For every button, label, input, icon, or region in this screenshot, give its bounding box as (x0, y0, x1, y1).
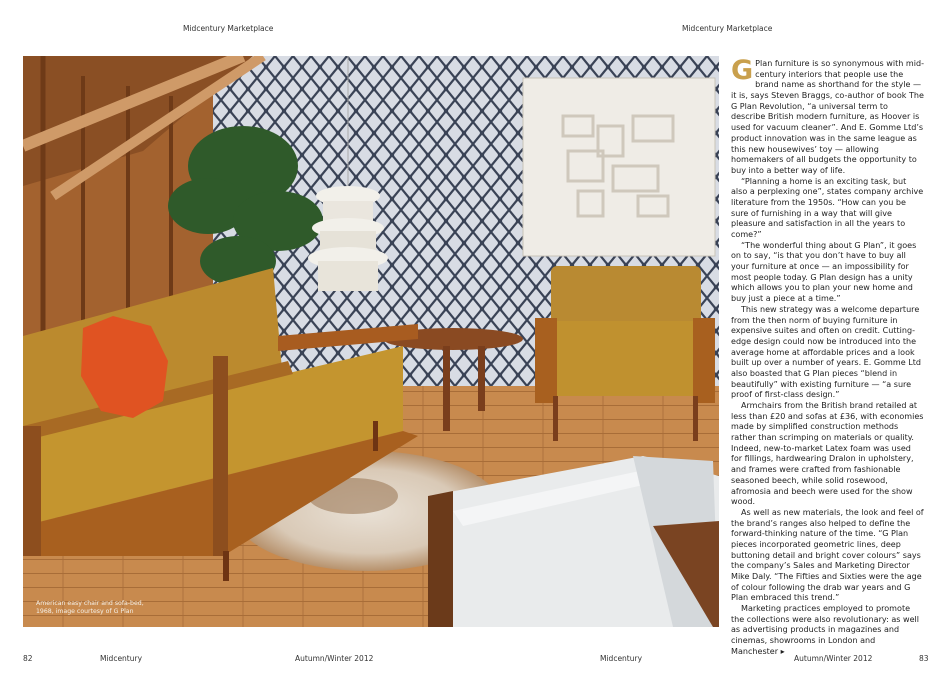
page-number-right: 83 (919, 654, 929, 663)
article-body (731, 55, 925, 658)
running-head-right: Midcentury Marketplace (682, 24, 773, 33)
page-number-left: 82 (23, 654, 33, 663)
issue-season-right: Autumn/Winter 2012 (794, 654, 873, 663)
magazine-name-right: Midcentury (600, 654, 643, 663)
article-paragraph: G Plan furniture is so synonymous with mid-century interiors that people use the brand name as shorthand for the style — it is, says Steven Braggs, co-author of book The G Plan Revolution, “a universal term to describe British modern furniture, as Hoover is used for vacuum cleaner”. And E. Gomme Ltd’s product innovation was in the same league as this new housewives’ toy — allowing homemakers of all budgets the opportunity to buy into a better way of life. (731, 55, 925, 175)
article-paragraph: Marketing practices employed to promote the collections were also revolutionary: as well as advertising products in magazines and cinemas, showrooms in London and Manchester ▸ (731, 604, 920, 656)
running-head-left: Midcentury Marketplace (183, 24, 274, 33)
article-paragraph: “The wonderful thing about G Plan”, it goes on to say, “is that you don’t have to buy all your furniture at once — an impossibility for most people today. G Plan design has a unity which allows you to plan your new home and buy just a piece at a time.” (731, 240, 917, 304)
magazine-name-left: Midcentury (100, 654, 143, 663)
living-room-illustration (23, 56, 719, 627)
article-paragraph: “Planning a home is an exciting task, but also a perplexing one”, states company archive literature from the 1950s. “How can you be sure of furnishing in a way that will give pleasure and satisfaction in all the years to come?” (731, 176, 924, 239)
article-paragraph: This new strategy was a welcome departure from the then norm of buying furniture in expensive suites and often on credit. Cutting-edge design could now be introduced into the average home at affordable prices and a look built up over a number of years. E. Gomme Ltd also boasted that G Plan pieces “blend in beautifully” with existing furniture — “a sure proof of first-class design.” (731, 304, 921, 400)
article-paragraph: As well as new materials, the look and feel of the brand’s ranges also helped to define the forward-thinking nature of the time. “G Plan pieces incorporated geometric lines, deep buttoning detail and bright cover colours” says the company’s Sales and Marketing Director Mike Daly. “The Fifties and Sixties were the age of colour following the drab war years and G Plan embraced this trend.” (731, 507, 924, 603)
interior-photograph (23, 56, 719, 627)
photo-caption: American easy chair and sofa-bed, 1968, image courtesy of G Plan (36, 600, 144, 615)
issue-season-left: Autumn/Winter 2012 (295, 654, 374, 663)
drop-cap: G (731, 55, 754, 86)
article-paragraph: Armchairs from the British brand retailed at less than £20 and sofas at £36, with economies made by simplified construction methods rather than scrimping on materials or quality. Indeed, new-to-market Latex foam was used for fillings, hardwearing Dralon in upholstery, and frames were crafted from fashionable seasoned beech, while solid rosewood, afromosia and beech were used for the show wood. (731, 401, 924, 507)
